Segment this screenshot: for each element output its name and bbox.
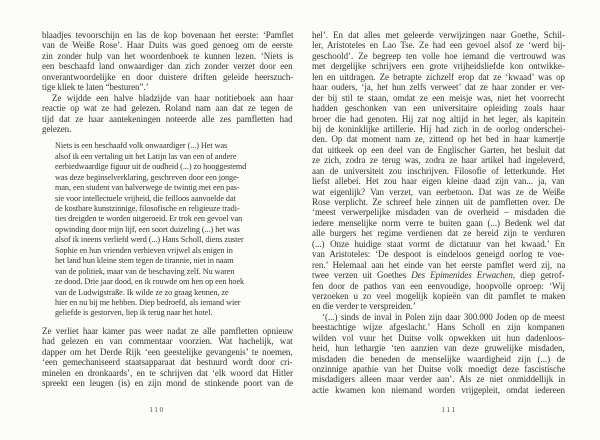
text-line: Rose verplicht. Ze schreef hele zinnen uit de pamfletten over. De (312, 197, 565, 207)
text-line: len en uitdragen. Ze betrapte zichzelf erop dat ze ‘kwaad’ was op (312, 71, 565, 82)
text-line: beestachtige wijze afgeslacht.’ Hans Scholl en zijn kompanen (312, 322, 565, 333)
left-page (42, 30, 293, 388)
paragraph (312, 30, 565, 312)
text-line: geschoold’. Ze begreep ten volle hoe iemand die vertrouwd was (312, 50, 566, 61)
text-line: geliefde is gestorven, liep ik terug naar het hotel. (55, 308, 213, 318)
text-line: actie kwamen kon niemand worden vrijgepleit, omdat iedereen (312, 384, 565, 395)
text-line: gelezen. (42, 123, 72, 134)
text-line: blaadjes tevoorschijn en las de kop bovenaan het eerste: ‘Pamflet (42, 30, 294, 40)
text-line: wat eigenlijk? Van verzet, van eerbetoon. Dat was ze de Weiße (312, 186, 565, 197)
text-line: met dergelijke schrijvers een grote vrijheidsliefde kon ontwikke- (312, 61, 565, 72)
text-line: wilden vol vuur het Duitse volk opwekken uit hun dadenloos- (312, 332, 565, 343)
text-line: haar ouders, ‘ja, het hun zelfs verweet’ dat ze haar zonder er ver- (312, 82, 565, 93)
text-line: Ze verliet haar kamer pas weer nadat ze alle pamfletten opnieuw (42, 325, 294, 336)
page-number-right: 111 (441, 405, 457, 414)
text-line: ze dood. Drie jaar dood, en ik rouwde om hen op een hoek (55, 277, 245, 287)
text-line: liefst allebei. Het zou haar eigen kleine daad zijn van... ja, van (312, 176, 565, 187)
text-line: broer die had genoten. Hij zat nog altijd in het leger, als kapitein (312, 113, 566, 124)
text-line: ler, Aristoteles en Lao Tse. Ze had een gevoel alsof ze ‘werd bij- (312, 40, 566, 51)
text-line: der bij stil te staan, omdat ze een meisje was, niet het voorrecht (312, 92, 565, 103)
text-line: alle burgers het regime verdienen dat ze bereid zijn te verduren (312, 228, 566, 239)
text-line: iedere menselijke norm verre te buiten gaan (...) Bedenk wel dat (312, 217, 565, 228)
text-line: en die verder te verspreiden.’ (312, 301, 416, 312)
paragraph (312, 312, 565, 396)
text-line: ‘meest verwerpelijke misdaden van de overheid – misdaden die (312, 207, 565, 218)
text-line: alsof ik een vertaling uit het Latijn las van een of andere (55, 151, 237, 161)
text-line: fen door de pathos van een eenvoudige, hoopvolle oproep: ‘Wij (312, 280, 566, 291)
text-line: man, een student van halverwege de twintig met een pas- (55, 183, 240, 193)
text-line: ren.’ Helemaal aan het einde van het eerste pamflet werd zij, na (312, 259, 566, 270)
text-line: onzinnige apathie van het Duitse volk moedigt deze fascistische (312, 364, 566, 374)
paragraph (42, 30, 293, 93)
text-line: hier en nu bij me hebben. Diep bedroefd, als iemand wier (55, 297, 241, 307)
text-line: onverantwoordelijke en door duistere driften geleide heerszuch- (42, 71, 294, 82)
right-page (312, 30, 565, 395)
text-line: hadden geschonken van een universitaire opleiding zoals haar (312, 103, 565, 114)
text-line: ‘(...) sinds de inval in Polen zijn daar 300.000 Joden op de meest (322, 311, 565, 322)
text-line: aan de universiteit zou inschrijven. Filosofie of letterkunde. Het (312, 165, 565, 176)
page-number-left: 110 (149, 405, 165, 414)
text-line: Ze wijdde een halve bladzijde van haar notitieboek aan haar (52, 92, 294, 103)
text-line: dat uitkeek op een deel van de Englischer Garten, het besluit dat (312, 144, 566, 155)
block-quote (55, 141, 255, 318)
text-line: hel’. En dat alles met geleerde verwijzingen naar Goethe, Schil- (312, 30, 565, 40)
text-line: dapper om het Derde Rijk ‘een geestelijke gevangenis’ te noemen, (42, 346, 293, 357)
text-line: twee verzen uit Goethes Des Epimenides Erwachen, diep getrof- (312, 270, 565, 281)
text-line: van de Weiße Rose’. Haar Duits was goed genoeg om de eerste (42, 40, 293, 51)
text-line: misdaden die beneden de menselijke waardigheid zijn (...) de (312, 353, 566, 364)
text-line: misdadigers alleen maar verder aan’. Als ze niet onmiddellijk in (312, 374, 566, 385)
text-line: alsof ik ineens verliefd werd (...) Hans Scholl, diens zuster (55, 235, 244, 245)
text-line: een beschaafd land onwaardiger dan zich zonder verzet door een (42, 61, 293, 72)
text-line: ties dreigden te worden uitgeroeid. Er trok een gevoel van (55, 214, 243, 224)
text-line: van de politiek, maar van de beschaving zelf. Nu waren (55, 266, 235, 276)
text-line: (...) Onze huidige staat vormt de dictatuur van het kwaad.’ En (312, 238, 565, 249)
text-line: bij de koninklijke artillerie. Hij had zich in de oorlog onderschei- (312, 123, 566, 134)
text-line: was deze beginselverklaring, geschreven door een jonge- (55, 172, 240, 182)
text-line: minelen en dronkaards’, en te schrijven dat ‘elk woord dat Hitler (42, 367, 293, 378)
text-line: ‘een gemechaniseerd staatsapparaat dat bestuurd wordt door cri- (42, 357, 293, 368)
text-line: had gelezen en van commentaar voorzien. Wat hachelijk, wat (42, 336, 293, 347)
text-line: heid, hun lethargie ‘ten aanzien van deze gruwelijke misdaden, (312, 343, 565, 354)
text-line: den. Op dat moment nam ze, zittend op het bed in haar kamertje (312, 134, 565, 145)
text-line: het land hun kleine stem tegen de tirannie, niet in naam (55, 256, 234, 266)
text-line: verzoeken u zo veel mogelijk kopieën van dit pamflet te maken (312, 290, 566, 301)
paragraph (42, 93, 293, 135)
text-line: van Aristoteles: ‘De despoot is eindeloos geneigd oorlog te voe- (312, 249, 565, 260)
text-line: zin zonder hulp van het woordenboek te kunnen lezen. ‘Niets is (42, 50, 294, 61)
text-line: spreekt een leugen (is) en zijn mond de stinkende poort van de (42, 378, 294, 388)
text-line: Sophie en hun vrienden verhieven vrijwel als enigen in (55, 245, 233, 255)
text-line: Niets is een beschaafd volk onwaardiger (...) Het was (55, 141, 228, 151)
text-line: opwinding door mijn lijf, een soort duizeling (...) het was (55, 224, 240, 234)
text-line: ze zich, zodra ze terug was, zodra ze haar artikel had ingeleverd, (312, 155, 566, 166)
text-line: van de Ludwigstraße. Ik wilde ze zo graag kennen, ze (55, 287, 229, 297)
text-line: eerbiedwaardige figuur uit de oudheid (...) zo hooggestemd (55, 162, 247, 172)
text-line: sie voor intellectuele vrijheid, die feilloos aanvoelde dat (55, 193, 236, 203)
text-line: tijd dat ze haar aantekeningen noteerde alle zes pamfletten had (42, 113, 293, 124)
paragraph (42, 326, 293, 389)
text-line: tige kliek te laten “besturen”.’ (42, 82, 149, 93)
text-line: de kostbare kunstzinnige, filosofische en religieuze tradi- (55, 204, 240, 213)
text-line: reactie op wat ze had gelezen. Roland nam aan dat ze tegen de (42, 103, 293, 114)
